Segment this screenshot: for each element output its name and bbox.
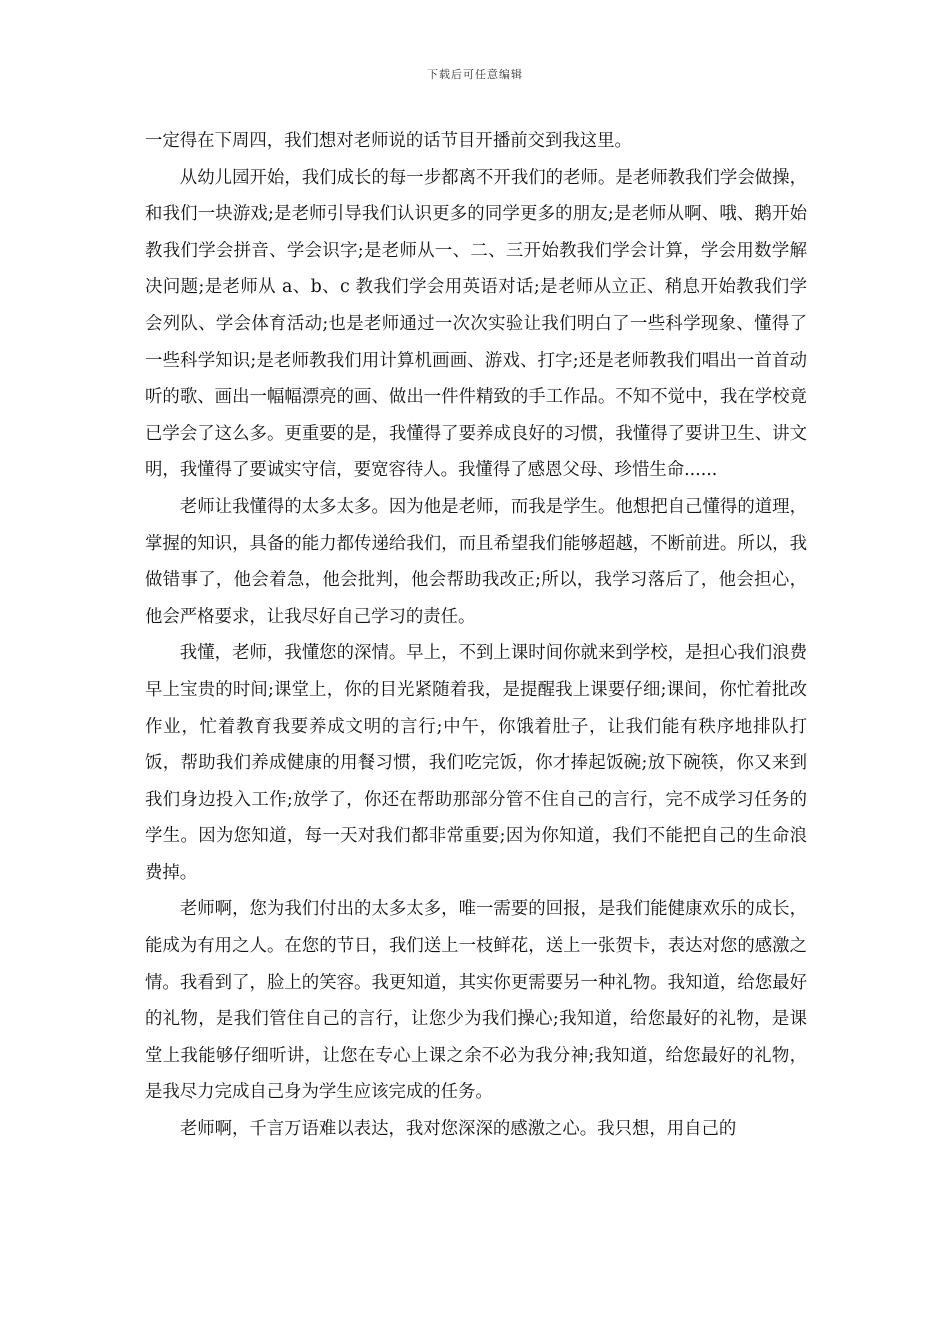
paragraph: 我懂，老师，我懂您的深情。早上，不到上课时间你就来到学校，是担心我们浪费早上宝贵的时间;课堂上，你的目光紧随着我，是提醒我上课要仔细;课间，你忙着批改作业，忙着教育我要养成文明的言行;中午，你饿着肚子，让我们能有秩序地排队打饭，帮助我们养成健康的用餐习惯，我们吃完饭，你才捧起饭碗;放下碗筷，你又来到我们身边投入工作;放学了，你还在帮助那部分管不住自己的言行，完不成学习任务的学生。因为您知道，每一天对我们都非常重要;因为你知道，我们不能把自己的生命浪费掉。 <box>145 643 807 883</box>
paragraph: 老师让我懂得的太多太多。因为他是老师，而我是学生。他想把自己懂得的道理，掌握的知识，具备的能力都传递给我们，而且希望我们能够超越，不断前进。所以，我做错事了，他会着急，他会批判，他会帮助我改正;所以，我学习落后了，他会担心，他会严格要求，让我尽好自己学习的责任。 <box>145 496 807 627</box>
document-body <box>145 123 807 1148</box>
paragraph: 从幼儿园开始，我们成长的每一步都离不开我们的老师。是老师教我们学会做操，和我们一块游戏;是老师引导我们认识更多的同学更多的朋友;是老师从啊、哦、鹅开始教我们学会拼音、学会识字;是老师从一、二、三开始教我们学会计算，学会用数学解决问题;是老师从 a、b、c 教我们学会用英语对话;是老师从立正、稍息开始教我们学会列队、学会体育活动;也是老师通过一次次实验让我们明白了一些科学现象、懂得了一些科学知识;是老师教我们用计算机画画、游戏、打字;还是老师教我们唱出一首首动听的歌、画出一幅幅漂亮的画、做出一件件精致的手工作品。不知不觉中，我在学校竟已学会了这么多。更重要的是，我懂得了要养成良好的习惯，我懂得了要讲卫生、讲文明，我懂得了要诚实守信，要宽容待人。我懂得了感恩父母、珍惜生命...... <box>145 167 807 481</box>
paragraph: 一定得在下周四，我们想对老师说的话节目开播前交到我这里。 <box>145 131 632 151</box>
paragraph: 老师啊，千言万语难以表达，我对您深深的感激之心。我只想，用自己的 <box>179 1119 737 1140</box>
page-header: 下载后可任意编辑 <box>427 68 523 81</box>
paragraph: 老师啊，您为我们付出的太多太多，唯一需要的回报，是我们能健康欢乐的成长，能成为有用之人。在您的节日，我们送上一枝鲜花，送上一张贺卡，表达对您的感激之情。我看到了，脸上的笑容。我更知道，其实你更需要另一种礼物。我知道，给您最好的礼物，是我们管住自己的言行，让您少为我们操心;我知道，给您最好的礼物，是课堂上我能够仔细听讲，让您在专心上课之余不必为我分神;我知道，给您最好的礼物，是我尽力完成自己身为学生应该完成的任务。 <box>145 899 807 1103</box>
